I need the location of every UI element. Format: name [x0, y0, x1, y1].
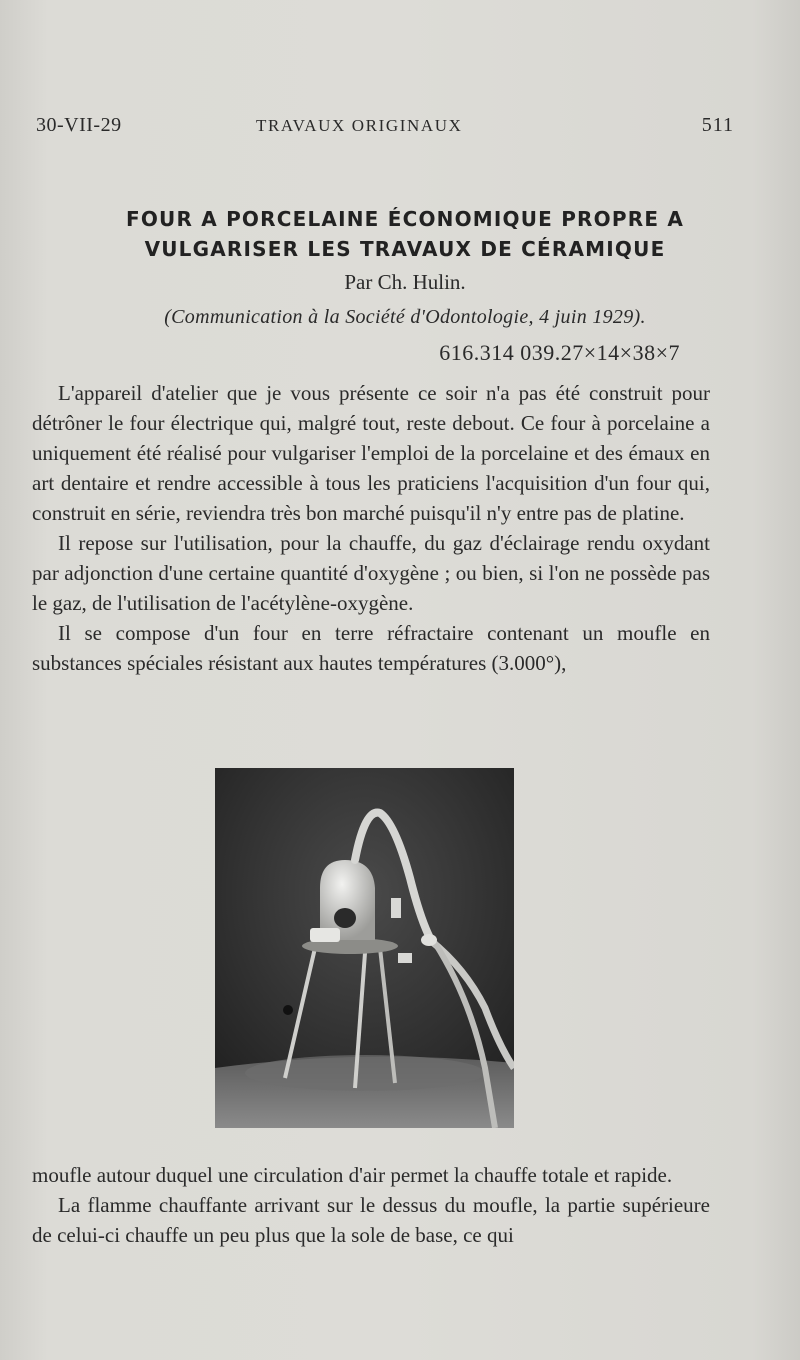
communication-note: (Communication à la Société d'Odontologie, 4 juin 1929).: [164, 306, 646, 328]
author-line: Par Ch. Hulin.: [344, 270, 466, 294]
paragraph: Il se compose d'un four en terre réfractaire contenant un moufle en substances spéciales résistant aux hautes températures (3.000°),: [32, 621, 710, 675]
issue-date: 30-VII-29: [36, 114, 122, 136]
furnace-photo-drawing: [215, 768, 514, 1128]
section-title: TRAVAUX ORIGINAUX: [256, 116, 463, 135]
article-title: [60, 204, 750, 264]
title-line-1: FOUR A PORCELAINE ÉCONOMIQUE PROPRE A: [125, 207, 685, 231]
body-text-after-figure: [32, 1160, 710, 1250]
classification-code: 616.314 039.27×14×38×7: [439, 340, 680, 365]
page-number: 511: [701, 114, 734, 136]
paragraph: Il repose sur l'utilisation, pour la chauffe, du gaz d'éclairage rendu oxydant par adjonction d'une certaine quantité d'oxygène ; ou bien, si l'on ne possède pas le gaz, de l'utilisation de l'acétylène-oxygène.: [32, 531, 710, 615]
paragraph: La flamme chauffante arrivant sur le dessus du moufle, la partie supérieure de celui-ci chauffe un peu plus que la sole de base, ce qui: [32, 1193, 710, 1247]
paragraph: moufle autour duquel une circulation d'air permet la chauffe totale et rapide.: [32, 1163, 673, 1187]
body-text-before-figure: [32, 378, 710, 678]
paragraph: L'appareil d'atelier que je vous présente ce soir n'a pas été construit pour détrôner le four électrique qui, malgré tout, reste debout. Ce four à porcelaine a uniquement été réalisé pour vulgariser l'emploi de la porcelaine et des émaux en art dentaire et rendre accessible à tous les praticiens l'acquisition d'un four qui, construit en série, reviendra très bon marché puisqu'il n'y entre pas de platine.: [32, 381, 710, 525]
running-header: [36, 114, 734, 144]
title-line-2: VULGARISER LES TRAVAUX DE CÉRAMIQUE: [144, 237, 666, 261]
furnace-photograph: [215, 768, 514, 1128]
